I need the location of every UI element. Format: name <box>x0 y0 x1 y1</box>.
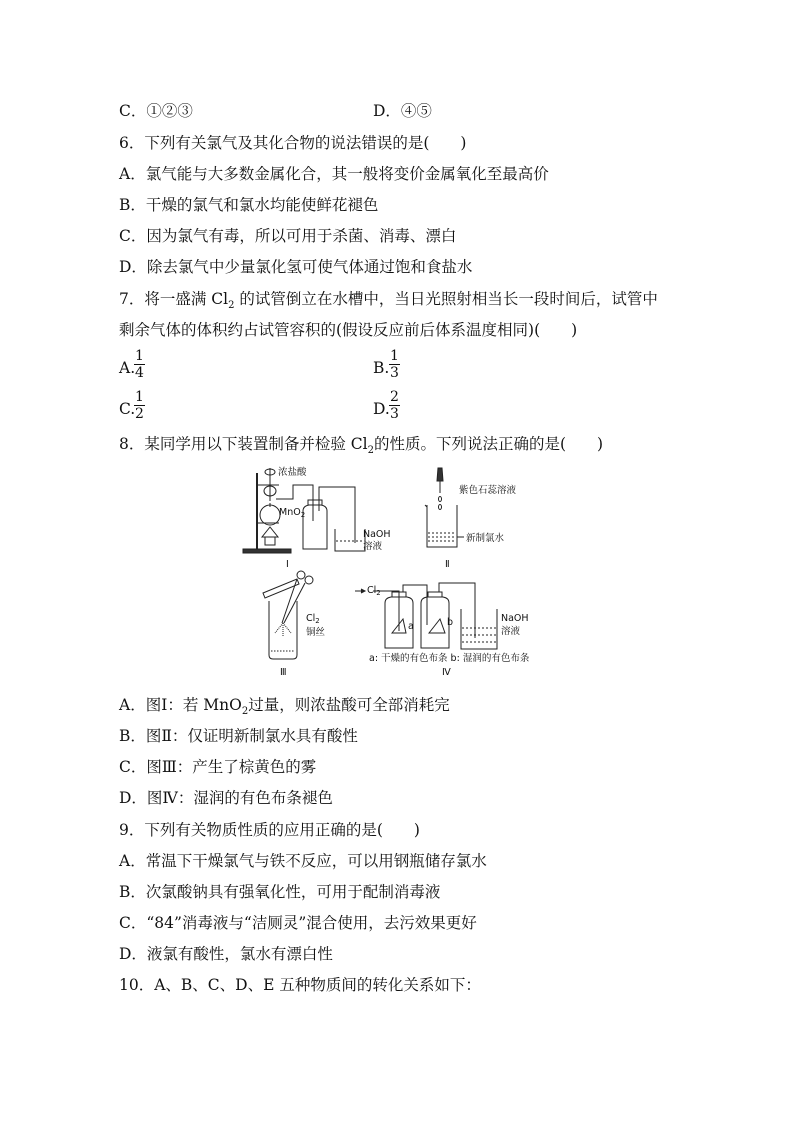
label-iv-naoh: NaOH <box>501 613 529 624</box>
label-iii-cl2: $Cl_2$ <box>306 613 320 625</box>
q7-option-b-fraction: $\frac{1}{3}$ <box>390 348 399 381</box>
label-litmus: 紫色石蕊溶液 <box>459 485 517 496</box>
q7-option-b-label: B. <box>373 359 390 377</box>
q9-option-d: D．液氯有酸性，氯水有漂白性 <box>119 945 333 963</box>
label-fig-iii: Ⅲ <box>280 667 287 678</box>
q9-option-b: B．次氯酸钠具有强氧化性，可用于配制消毒液 <box>119 883 441 901</box>
label-mno2: MnO$_2$ <box>279 507 306 519</box>
q7-option-d-label: D. <box>373 400 390 418</box>
q7-stem: 7．将一盛满 $Cl_2$ 的试管倒立在水槽中，当日光照射相当长一段时间后，试管中 <box>119 290 658 312</box>
q9-option-c: C．“84”消毒液与“洁厕灵”混合使用，去污效果更好 <box>119 914 477 932</box>
label-iv-caption: a: 干燥的有色布条 b: 湿润的有色布条 <box>369 653 530 664</box>
label-copper-wire: 铜丝 <box>306 627 326 638</box>
q6-option-c: C．因为氯气有毒，所以可用于杀菌、消毒、漂白 <box>119 227 457 245</box>
q9-stem: 9．下列有关物质性质的应用正确的是( ) <box>119 821 420 839</box>
label-conc-hcl: 浓盐酸 <box>278 467 307 478</box>
label-iv-solution: 溶液 <box>501 626 521 637</box>
apparatus-i-bottle <box>303 487 355 549</box>
apparatus-i-flask <box>260 468 280 545</box>
label-iv-cl2: $Cl_2$ <box>367 585 381 597</box>
q6-option-b: B．干燥的氯气和氯水均能使鲜花褪色 <box>119 196 379 214</box>
label-chlorine-water: 新制氯水 <box>466 533 505 544</box>
q8-apparatus-figure <box>235 463 565 685</box>
q8-option-a: A．图Ⅰ：若 MnO$_2$过量，则浓盐酸可全部消耗完 <box>119 696 450 718</box>
q7-option-a-label: A. <box>119 359 136 377</box>
q6-option-a: A．氯气能与大多数金属化合，其一般将变价金属氧化至最高价 <box>119 165 549 183</box>
apparatus-ii-dropper <box>437 468 443 510</box>
apparatus-i-beaker <box>335 529 365 551</box>
label-fig-ii: Ⅱ <box>445 559 450 570</box>
q9-option-a: A．常温下干燥氯气与铁不反应，可以用钢瓶储存氯水 <box>119 852 487 870</box>
q8-stem: 8．某同学用以下装置制备并检验 $Cl_2$的性质。下列说法正确的是( ) <box>119 435 604 457</box>
label-iv-b: b <box>447 617 454 628</box>
apparatus-iv-bottle-1 <box>373 585 427 648</box>
q8-option-d: D．图Ⅳ：湿润的有色布条褪色 <box>119 789 333 807</box>
apparatus-iv-beaker <box>461 609 497 649</box>
label-iv-a: a <box>408 621 414 632</box>
apparatus-ii-beaker <box>425 505 464 547</box>
q8-option-c: C．图Ⅲ：产生了棕黄色的雾 <box>119 758 317 776</box>
q7-option-d-fraction: $\frac{2}{3}$ <box>390 389 399 422</box>
q6-stem: 6．下列有关氯气及其化合物的说法错误的是( ) <box>119 134 467 152</box>
label-i-naoh: NaOH <box>363 529 391 540</box>
q6-option-d: D．除去氯气中少量氯化氢可使气体通过饱和食盐水 <box>119 258 473 276</box>
q7-option-a-fraction: $\frac{1}{4}$ <box>135 348 144 381</box>
apparatus-iv-bottle-2 <box>421 583 475 648</box>
q7-stem-line2: 剩余气体的体积约占试管容积的(假设反应前后体系温度相同)( ) <box>119 321 578 339</box>
q5-option-d: D．④⑤ <box>373 102 432 120</box>
apparatus-iii-jar <box>263 579 299 659</box>
q5-option-c: C．①②③ <box>119 102 193 120</box>
label-i-solution: 溶液 <box>363 541 383 552</box>
q10-stem: 10．A、B、C、D、E 五种物质间的转化关系如下： <box>119 976 481 994</box>
q7-option-c-label: C. <box>119 400 136 418</box>
q7-option-c-fraction: $\frac{1}{2}$ <box>135 389 144 422</box>
label-fig-i: Ⅰ <box>286 559 289 570</box>
label-fig-iv: Ⅳ <box>442 667 451 678</box>
q8-option-b: B．图Ⅱ：仅证明新制氯水具有酸性 <box>119 727 358 745</box>
